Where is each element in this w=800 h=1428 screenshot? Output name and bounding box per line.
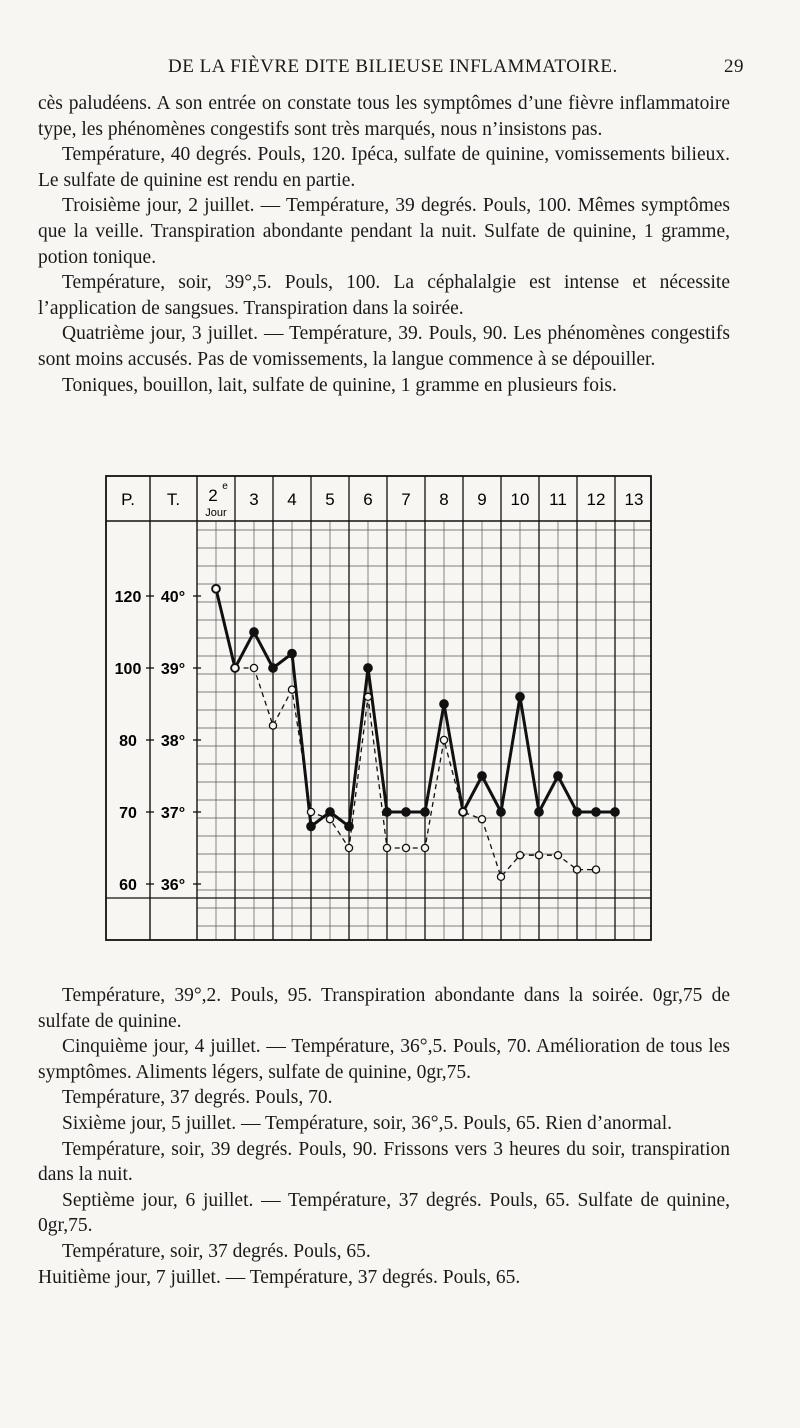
solid-curve-point bbox=[478, 772, 486, 780]
day-label: 10 bbox=[510, 490, 530, 509]
dashed-curve-point bbox=[573, 866, 580, 873]
dashed-curve-point bbox=[307, 808, 314, 815]
day-label: 3 bbox=[249, 490, 259, 509]
solid-curve-point bbox=[497, 808, 505, 816]
dashed-curve-point bbox=[269, 722, 276, 729]
temperature-tick-label: 36° bbox=[160, 877, 186, 894]
dashed-curve-point bbox=[440, 736, 447, 743]
temperature-tick-label: 38° bbox=[160, 733, 186, 750]
paragraph: Toniques, bouillon, lait, sulfate de quinine, 1 gramme en plusieurs fois. bbox=[62, 374, 617, 396]
temperature-tick-label: 39° bbox=[160, 661, 186, 678]
solid-curve-point bbox=[326, 808, 334, 816]
day-label: 6 bbox=[363, 490, 373, 509]
day-label: 13 bbox=[624, 490, 644, 509]
day-label: 11 bbox=[549, 490, 567, 509]
solid-curve-point bbox=[554, 772, 562, 780]
paragraph: Température, soir, 37 degrés. Pouls, 65. bbox=[62, 1240, 371, 1262]
chart-frame bbox=[106, 476, 651, 940]
solid-curve-point bbox=[364, 664, 372, 672]
pulse-tick-label: 60 bbox=[119, 877, 137, 894]
temperature-tick-label: 37° bbox=[160, 805, 186, 822]
temperature-column-header: T. bbox=[166, 490, 181, 509]
solid-curve-point bbox=[307, 822, 315, 830]
paragraph: Température, 37 degrés. Pouls, 70. bbox=[62, 1087, 333, 1109]
dashed-curve-point bbox=[326, 816, 333, 823]
solid-curve-point bbox=[516, 693, 524, 701]
day-caption: Jour bbox=[205, 507, 227, 519]
dashed-curve-point bbox=[478, 816, 485, 823]
paragraph: cès paludéens. A son entrée on constate tous les symptômes d’une fièvre inflammatoire type, les phénomènes congestifs sont très marqués, nous n’insistons pas. bbox=[38, 93, 730, 140]
dashed-curve-point bbox=[345, 844, 352, 851]
paragraph: Température, 40 degrés. Pouls, 120. Ipéca, sulfate de quinine, vomissements bilieux. Le sulfate de quinine est rendu en partie. bbox=[38, 144, 730, 191]
paragraph: Septième jour, 6 juillet. — Température, 37 degrés. Pouls, 65. Sulfate de quinine, 0gr,75. bbox=[38, 1189, 730, 1237]
solid-curve bbox=[216, 589, 615, 827]
dashed-curve-point bbox=[383, 844, 390, 851]
paragraph: Quatrième jour, 3 juillet. — Température, 39. Pouls, 90. Les phénomènes congestifs sont moins accusés. Pas de vomissements, la langue commence à se dépouiller. bbox=[38, 323, 730, 370]
paragraph: Troisième jour, 2 juillet. — Température, 39 degrés. Pouls, 100. Mêmes symptômes que la veille. Transpiration abondante pendant la nuit. Sulfate de quinine, 1 gramme, potion tonique. bbox=[38, 195, 730, 268]
solid-curve-point bbox=[250, 628, 258, 636]
day-label: 5 bbox=[325, 490, 335, 509]
day-label: 12 bbox=[586, 490, 606, 509]
solid-curve-point bbox=[402, 808, 410, 816]
dashed-curve-point bbox=[421, 844, 428, 851]
day-label: 8 bbox=[439, 490, 449, 509]
solid-curve-point bbox=[440, 700, 448, 708]
pulse-tick-label: 80 bbox=[119, 733, 137, 750]
solid-curve-point bbox=[573, 808, 581, 816]
text-block-bottom bbox=[38, 983, 730, 1290]
dashed-curve-point bbox=[231, 664, 238, 671]
day-label: 9 bbox=[477, 490, 487, 509]
dashed-curve-point bbox=[459, 808, 466, 815]
paragraph: Sixième jour, 5 juillet. — Température, soir, 36°,5. Pouls, 65. Rien d’anormal. bbox=[62, 1112, 673, 1134]
day-label: 4 bbox=[287, 490, 297, 509]
solid-curve-point bbox=[269, 664, 277, 672]
day-superscript: e bbox=[222, 481, 228, 492]
dashed-curve-point bbox=[364, 693, 371, 700]
paragraph: Température, soir, 39°,5. Pouls, 100. La céphalalgie est intense et nécessite l’application de sangsues. Transpiration dans la soirée. bbox=[38, 272, 730, 319]
dashed-curve-point bbox=[212, 585, 219, 592]
pulse-column-header: P. bbox=[121, 490, 135, 509]
temperature-tick-label: 40° bbox=[160, 589, 186, 606]
dashed-curve-point bbox=[402, 844, 409, 851]
paragraph: Température, 39°,2. Pouls, 95. Transpiration abondante dans la soirée. 0gr,75 de sulfate de quinine. bbox=[38, 985, 730, 1032]
pulse-tick-label: 120 bbox=[114, 589, 142, 606]
page-number: 29 bbox=[724, 56, 744, 77]
running-title: DE LA FIÈVRE DITE BILIEUSE INFLAMMATOIRE. bbox=[168, 56, 618, 77]
paragraph: Huitième jour, 7 juillet. — Température, 37 degrés. Pouls, 65. bbox=[38, 1266, 521, 1288]
solid-curve-point bbox=[288, 649, 296, 657]
pulse-tick-label: 100 bbox=[114, 661, 142, 678]
solid-curve-point bbox=[383, 808, 391, 816]
dashed-curve-point bbox=[250, 664, 257, 671]
dashed-curve-point bbox=[497, 873, 504, 880]
dashed-curve-point bbox=[592, 866, 599, 873]
day-label: 2 bbox=[208, 486, 218, 505]
solid-curve-point bbox=[611, 808, 619, 816]
dashed-curve-point bbox=[554, 852, 561, 859]
solid-curve-point bbox=[535, 808, 543, 816]
paragraph: Température, soir, 39 degrés. Pouls, 90. Frissons vers 3 heures du soir, transpiration dans la nuit. bbox=[38, 1138, 730, 1186]
paragraph: Cinquième jour, 4 juillet. — Température, 36°,5. Pouls, 70. Amélioration de tous les symptômes. Aliments légers, sulfate de quinine, 0gr,75. bbox=[38, 1036, 730, 1083]
day-label: 7 bbox=[401, 490, 411, 509]
pulse-tick-label: 70 bbox=[119, 805, 137, 822]
solid-curve-point bbox=[421, 808, 429, 816]
dashed-curve-point bbox=[288, 686, 295, 693]
dashed-curve-point bbox=[535, 852, 542, 859]
dashed-curve-point bbox=[516, 852, 523, 859]
solid-curve-point bbox=[592, 808, 600, 816]
